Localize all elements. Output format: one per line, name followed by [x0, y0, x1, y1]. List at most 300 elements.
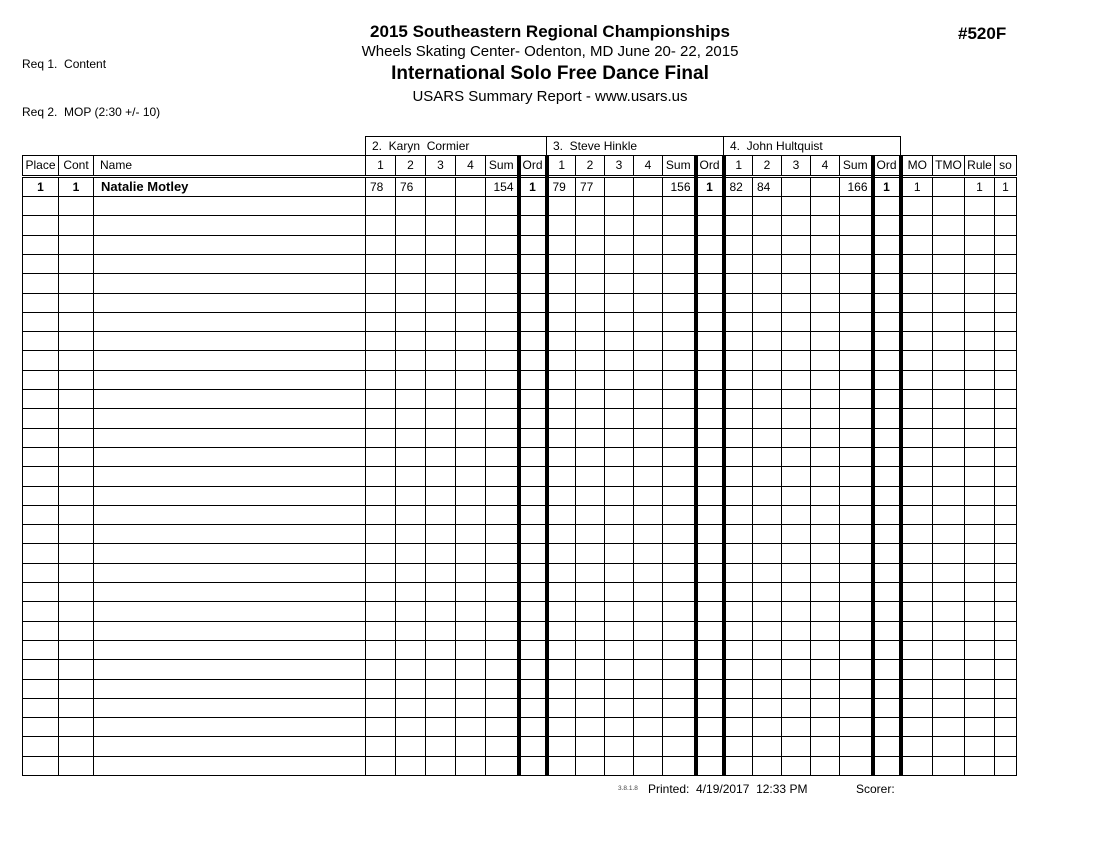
empty-cell [23, 332, 59, 351]
empty-cell [782, 216, 811, 235]
empty-cell [519, 486, 547, 505]
empty-cell [59, 409, 94, 428]
empty-cell [873, 370, 901, 389]
empty-cell [396, 197, 426, 216]
empty-cell [965, 312, 995, 331]
empty-row [23, 679, 1017, 698]
empty-cell [811, 563, 840, 582]
empty-cell [634, 390, 663, 409]
empty-cell [94, 293, 366, 312]
empty-cell [456, 447, 486, 466]
empty-row [23, 563, 1017, 582]
empty-cell [426, 602, 456, 621]
empty-cell [696, 544, 724, 563]
empty-cell [663, 197, 696, 216]
header-judge1-score2: 2 [396, 155, 426, 176]
empty-cell [366, 274, 396, 293]
empty-cell [933, 351, 965, 370]
header-judge1-score1: 1 [366, 155, 396, 176]
empty-cell [366, 409, 396, 428]
empty-cell [547, 660, 576, 679]
empty-cell [901, 660, 933, 679]
empty-row [23, 447, 1017, 466]
empty-cell [965, 216, 995, 235]
empty-cell [366, 756, 396, 775]
empty-cell [396, 698, 426, 717]
empty-cell [634, 737, 663, 756]
empty-cell [753, 505, 782, 524]
empty-cell [634, 602, 663, 621]
empty-cell [873, 293, 901, 312]
skater-name: Natalie Motley [94, 176, 366, 196]
empty-cell [696, 293, 724, 312]
empty-cell [724, 447, 753, 466]
empty-cell [965, 293, 995, 312]
empty-cell [59, 679, 94, 698]
empty-cell [663, 351, 696, 370]
header-judge2-ord: Ord [696, 155, 724, 176]
empty-cell [486, 679, 519, 698]
empty-cell [933, 428, 965, 447]
empty-cell [519, 390, 547, 409]
empty-cell [724, 254, 753, 273]
empty-cell [901, 312, 933, 331]
empty-cell [753, 640, 782, 659]
empty-cell [366, 216, 396, 235]
empty-cell [456, 583, 486, 602]
empty-cell [576, 737, 605, 756]
empty-cell [873, 660, 901, 679]
empty-cell [753, 602, 782, 621]
empty-cell [663, 660, 696, 679]
empty-cell [366, 505, 396, 524]
empty-cell [811, 390, 840, 409]
empty-cell [456, 544, 486, 563]
empty-cell [933, 525, 965, 544]
empty-cell [547, 428, 576, 447]
empty-cell [486, 390, 519, 409]
empty-cell [456, 351, 486, 370]
empty-cell [753, 583, 782, 602]
empty-cell [456, 312, 486, 331]
empty-cell [396, 718, 426, 737]
empty-cell [396, 370, 426, 389]
empty-cell [663, 409, 696, 428]
empty-cell [696, 505, 724, 524]
empty-cell [23, 640, 59, 659]
empty-cell [456, 505, 486, 524]
header-judge3-score1: 1 [724, 155, 753, 176]
empty-cell [782, 505, 811, 524]
judge3-score2: 84 [753, 176, 782, 196]
empty-row [23, 602, 1017, 621]
empty-cell [23, 737, 59, 756]
empty-cell [366, 235, 396, 254]
empty-cell [965, 254, 995, 273]
empty-cell [663, 602, 696, 621]
empty-cell [901, 197, 933, 216]
empty-cell [933, 660, 965, 679]
empty-cell [933, 370, 965, 389]
header-judge2-score1: 1 [547, 155, 576, 176]
header-judge3-ord: Ord [873, 155, 901, 176]
empty-cell [995, 254, 1017, 273]
empty-cell [753, 293, 782, 312]
empty-cell [547, 621, 576, 640]
empty-cell [456, 428, 486, 447]
empty-cell [634, 216, 663, 235]
empty-cell [840, 660, 873, 679]
empty-cell [576, 197, 605, 216]
empty-cell [605, 312, 634, 331]
empty-cell [753, 351, 782, 370]
empty-cell [366, 660, 396, 679]
empty-cell [486, 525, 519, 544]
empty-cell [840, 640, 873, 659]
empty-cell [426, 390, 456, 409]
empty-row [23, 486, 1017, 505]
empty-cell [724, 312, 753, 331]
judge3-sum: 166 [840, 176, 873, 196]
empty-cell [396, 390, 426, 409]
empty-cell [366, 197, 396, 216]
empty-cell [901, 698, 933, 717]
empty-cell [873, 698, 901, 717]
empty-cell [426, 563, 456, 582]
empty-cell [519, 621, 547, 640]
empty-cell [840, 332, 873, 351]
empty-cell [94, 544, 366, 563]
empty-cell [724, 563, 753, 582]
empty-cell [456, 660, 486, 679]
empty-cell [366, 602, 396, 621]
empty-cell [576, 390, 605, 409]
empty-cell [965, 621, 995, 640]
empty-cell [724, 332, 753, 351]
empty-cell [519, 737, 547, 756]
empty-cell [576, 351, 605, 370]
empty-cell [486, 254, 519, 273]
empty-cell [634, 563, 663, 582]
empty-cell [23, 428, 59, 447]
empty-cell [901, 351, 933, 370]
empty-cell [23, 293, 59, 312]
event-number: #520F [958, 24, 1007, 43]
empty-cell [576, 467, 605, 486]
empty-cell [933, 235, 965, 254]
judge1-score1: 78 [366, 176, 396, 196]
empty-cell [396, 621, 426, 640]
empty-cell [995, 409, 1017, 428]
empty-cell [724, 718, 753, 737]
empty-cell [23, 390, 59, 409]
empty-cell [605, 505, 634, 524]
header-judge2-score3: 3 [605, 155, 634, 176]
empty-cell [663, 390, 696, 409]
empty-cell [426, 544, 456, 563]
empty-cell [396, 216, 426, 235]
empty-cell [634, 332, 663, 351]
empty-cell [456, 640, 486, 659]
req-line-2: Req 2. MOP (2:30 +/- 10) [22, 105, 161, 119]
empty-cell [576, 583, 605, 602]
empty-cell [965, 563, 995, 582]
empty-row [23, 698, 1017, 717]
empty-cell [696, 390, 724, 409]
empty-cell [396, 332, 426, 351]
empty-cell [94, 409, 366, 428]
empty-cell [426, 370, 456, 389]
empty-cell [696, 486, 724, 505]
empty-cell [811, 756, 840, 775]
empty-cell [59, 698, 94, 717]
empty-cell [663, 737, 696, 756]
empty-cell [811, 718, 840, 737]
empty-cell [23, 602, 59, 621]
empty-cell [605, 602, 634, 621]
tmo-value [933, 176, 965, 196]
empty-cell [696, 621, 724, 640]
empty-cell [486, 370, 519, 389]
empty-cell [696, 525, 724, 544]
empty-cell [547, 293, 576, 312]
empty-cell [396, 235, 426, 254]
judge2-score3 [605, 176, 634, 196]
empty-cell [23, 660, 59, 679]
empty-cell [456, 756, 486, 775]
empty-cell [486, 332, 519, 351]
empty-row [23, 312, 1017, 331]
empty-cell [901, 621, 933, 640]
empty-cell [456, 197, 486, 216]
empty-cell [811, 505, 840, 524]
empty-cell [634, 486, 663, 505]
empty-cell [753, 312, 782, 331]
empty-cell [901, 235, 933, 254]
empty-row [23, 660, 1017, 679]
empty-cell [811, 544, 840, 563]
empty-cell [634, 679, 663, 698]
empty-cell [995, 428, 1017, 447]
empty-cell [811, 293, 840, 312]
empty-cell [901, 544, 933, 563]
empty-cell [724, 197, 753, 216]
empty-cell [782, 409, 811, 428]
empty-cell [426, 660, 456, 679]
empty-cell [605, 583, 634, 602]
empty-cell [576, 486, 605, 505]
empty-cell [873, 679, 901, 698]
judge2-score1: 79 [547, 176, 576, 196]
empty-cell [901, 756, 933, 775]
empty-cell [811, 486, 840, 505]
empty-cell [782, 254, 811, 273]
empty-cell [396, 737, 426, 756]
empty-cell [426, 505, 456, 524]
empty-cell [901, 293, 933, 312]
empty-cell [634, 544, 663, 563]
empty-cell [663, 679, 696, 698]
empty-cell [426, 447, 456, 466]
empty-cell [753, 254, 782, 273]
empty-cell [94, 370, 366, 389]
empty-cell [663, 756, 696, 775]
empty-cell [547, 737, 576, 756]
empty-cell [576, 544, 605, 563]
empty-cell [426, 197, 456, 216]
empty-cell [663, 216, 696, 235]
empty-cell [965, 660, 995, 679]
empty-cell [873, 428, 901, 447]
empty-cell [840, 467, 873, 486]
empty-cell [576, 428, 605, 447]
empty-cell [965, 428, 995, 447]
empty-cell [995, 351, 1017, 370]
empty-cell [519, 698, 547, 717]
empty-cell [901, 486, 933, 505]
empty-cell [965, 756, 995, 775]
empty-cell [59, 486, 94, 505]
empty-cell [634, 351, 663, 370]
empty-cell [933, 698, 965, 717]
empty-cell [753, 544, 782, 563]
empty-cell [811, 583, 840, 602]
empty-cell [873, 390, 901, 409]
empty-cell [634, 274, 663, 293]
empty-cell [396, 602, 426, 621]
empty-cell [547, 351, 576, 370]
empty-cell [486, 351, 519, 370]
empty-cell [782, 679, 811, 698]
empty-cell [396, 640, 426, 659]
empty-cell [396, 563, 426, 582]
empty-cell [23, 756, 59, 775]
header-judge1-score3: 3 [426, 155, 456, 176]
place-value: 1 [23, 176, 59, 196]
empty-cell [933, 621, 965, 640]
empty-cell [426, 351, 456, 370]
empty-cell [366, 351, 396, 370]
empty-cell [965, 274, 995, 293]
empty-cell [59, 274, 94, 293]
empty-cell [547, 602, 576, 621]
header-judge2-score4: 4 [634, 155, 663, 176]
judge3-score4 [811, 176, 840, 196]
empty-cell [426, 428, 456, 447]
empty-cell [840, 312, 873, 331]
empty-cell [933, 486, 965, 505]
empty-cell [576, 409, 605, 428]
empty-cell [724, 409, 753, 428]
empty-cell [94, 467, 366, 486]
empty-cell [396, 583, 426, 602]
empty-cell [782, 563, 811, 582]
judge1-score2: 76 [396, 176, 426, 196]
empty-cell [840, 235, 873, 254]
empty-cell [23, 254, 59, 273]
empty-cell [519, 583, 547, 602]
empty-cell [94, 698, 366, 717]
empty-cell [753, 486, 782, 505]
empty-cell [576, 602, 605, 621]
empty-row [23, 756, 1017, 775]
empty-cell [901, 679, 933, 698]
empty-cell [995, 621, 1017, 640]
empty-cell [426, 679, 456, 698]
empty-row [23, 525, 1017, 544]
empty-cell [933, 756, 965, 775]
empty-cell [753, 390, 782, 409]
empty-cell [724, 505, 753, 524]
empty-cell [933, 737, 965, 756]
empty-cell [396, 409, 426, 428]
empty-cell [94, 640, 366, 659]
empty-cell [901, 428, 933, 447]
empty-cell [840, 583, 873, 602]
empty-row [23, 544, 1017, 563]
empty-cell [873, 312, 901, 331]
empty-cell [366, 679, 396, 698]
empty-cell [456, 254, 486, 273]
empty-cell [995, 737, 1017, 756]
empty-cell [94, 254, 366, 273]
empty-cell [366, 447, 396, 466]
empty-cell [933, 602, 965, 621]
empty-cell [396, 447, 426, 466]
empty-cell [486, 312, 519, 331]
empty-cell [696, 718, 724, 737]
empty-cell [782, 583, 811, 602]
empty-cell [547, 409, 576, 428]
empty-cell [873, 756, 901, 775]
empty-cell [605, 409, 634, 428]
empty-cell [486, 698, 519, 717]
empty-cell [519, 602, 547, 621]
empty-cell [366, 370, 396, 389]
empty-cell [840, 505, 873, 524]
empty-cell [456, 563, 486, 582]
empty-cell [634, 293, 663, 312]
empty-cell [811, 525, 840, 544]
empty-cell [873, 718, 901, 737]
empty-cell [486, 274, 519, 293]
header-cont: Cont [59, 155, 94, 176]
empty-cell [94, 602, 366, 621]
empty-cell [901, 447, 933, 466]
empty-cell [901, 640, 933, 659]
empty-cell [995, 312, 1017, 331]
empty-cell [426, 312, 456, 331]
empty-cell [547, 216, 576, 235]
empty-cell [94, 447, 366, 466]
empty-cell [995, 660, 1017, 679]
header-mo: MO [901, 155, 933, 176]
empty-cell [486, 660, 519, 679]
empty-cell [23, 312, 59, 331]
empty-cell [696, 312, 724, 331]
empty-cell [901, 409, 933, 428]
empty-cell [634, 621, 663, 640]
empty-cell [426, 737, 456, 756]
empty-cell [811, 274, 840, 293]
empty-cell [59, 737, 94, 756]
empty-cell [519, 351, 547, 370]
empty-cell [724, 274, 753, 293]
empty-cell [605, 640, 634, 659]
empty-cell [23, 447, 59, 466]
judge3-score1: 82 [724, 176, 753, 196]
empty-cell [426, 409, 456, 428]
